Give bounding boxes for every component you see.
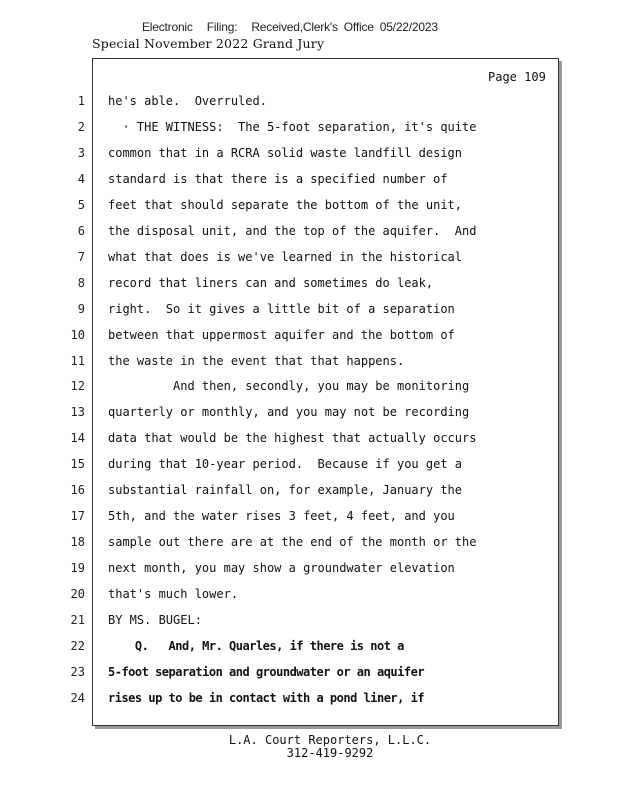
grand-jury-title: Special November 2022 Grand Jury xyxy=(92,36,325,51)
line-text: that's much lower. xyxy=(108,587,239,602)
line-text: next month, you may show a groundwater elevation xyxy=(108,561,455,576)
line-text: what that does is we've learned in the historical xyxy=(108,249,463,264)
filing-word-office: Office xyxy=(343,20,374,34)
filing-word-received: Received,Clerk's xyxy=(251,20,338,34)
transcript-line xyxy=(0,146,618,172)
line-text: 5th, and the water rises 3 feet, 4 feet, and you xyxy=(108,509,455,524)
line-number: 10 xyxy=(70,327,85,342)
line-text: feet that should separate the bottom of the unit, xyxy=(108,197,463,212)
page-number: Page 109 xyxy=(488,70,546,84)
line-number: 5 xyxy=(77,197,85,212)
line-number: 14 xyxy=(70,431,85,446)
line-number: 23 xyxy=(70,664,85,679)
line-number: 15 xyxy=(70,457,85,472)
reporter-phone: 312-419-9292 xyxy=(286,746,374,760)
transcript-line xyxy=(0,613,618,639)
line-text: substantial rainfall on, for example, January the xyxy=(108,483,463,498)
line-text: between that uppermost aquifer and the bottom of xyxy=(108,327,455,342)
line-number: 9 xyxy=(77,301,85,316)
transcript-line xyxy=(0,224,618,250)
line-number: 1 xyxy=(77,94,85,108)
line-text: the waste in the event that that happens. xyxy=(108,353,405,368)
transcript-line xyxy=(0,172,618,198)
transcript-line xyxy=(0,691,618,717)
line-number: 2 xyxy=(77,119,85,134)
transcript-line xyxy=(0,94,618,120)
reporter-footer xyxy=(0,734,618,760)
line-number: 8 xyxy=(77,275,85,290)
line-number: 21 xyxy=(70,613,85,627)
line-number: 24 xyxy=(70,690,85,705)
line-number: 17 xyxy=(70,509,85,524)
line-number: 20 xyxy=(70,587,85,602)
transcript-line xyxy=(0,483,618,509)
line-number: 4 xyxy=(77,171,85,186)
line-text: Q. And, Mr. Quarles, if there is not a xyxy=(108,638,404,653)
line-number: 13 xyxy=(70,405,85,420)
filing-date: 05/22/2023 xyxy=(379,20,438,34)
line-text: right. So it gives a little bit of a separation xyxy=(108,301,455,316)
line-text: he's able. Overruled. xyxy=(108,94,267,108)
transcript-line xyxy=(0,535,618,561)
line-text: 5-foot separation and groundwater or an aquifer xyxy=(108,664,425,679)
transcript-line xyxy=(0,561,618,587)
line-number: 7 xyxy=(77,249,85,264)
line-number: 3 xyxy=(77,145,85,160)
electronic-filing-stamp xyxy=(142,20,452,34)
line-text: during that 10-year period. Because if you get a xyxy=(108,457,463,472)
transcript-line xyxy=(0,639,618,665)
transcript-line xyxy=(0,509,618,535)
line-text: data that would be the highest that actually occurs xyxy=(108,431,477,446)
filing-word-electronic: Electronic xyxy=(142,20,193,34)
reporter-company: L.A. Court Reporters, L.L.C. xyxy=(228,733,432,747)
filing-word-filing: Filing: xyxy=(206,20,238,34)
transcript-line xyxy=(0,120,618,146)
transcript-line xyxy=(0,276,618,302)
line-text: common that in a RCRA solid waste landfill design xyxy=(108,145,463,160)
line-number: 12 xyxy=(70,379,85,394)
transcript-line xyxy=(0,379,618,405)
line-text: BY MS. BUGEL: xyxy=(108,613,202,627)
line-text: · THE WITNESS: The 5-foot separation, it's quite xyxy=(108,119,477,134)
line-text: rises up to be in contact with a pond liner, if xyxy=(108,690,425,705)
line-text: the disposal unit, and the top of the aquifer. And xyxy=(108,223,477,238)
transcript-line xyxy=(0,457,618,483)
line-text: standard is that there is a specified number of xyxy=(108,171,448,186)
line-number: 18 xyxy=(70,535,85,550)
transcript-line xyxy=(0,665,618,691)
line-text: record that liners can and sometimes do leak, xyxy=(108,275,434,290)
transcript-line xyxy=(0,354,618,380)
transcript-line xyxy=(0,198,618,224)
line-text: quarterly or monthly, and you may not be recording xyxy=(108,405,470,420)
transcript-line xyxy=(0,431,618,457)
line-number: 22 xyxy=(70,638,85,653)
transcript-line xyxy=(0,250,618,276)
line-text: And then, secondly, you may be monitoring xyxy=(108,379,470,394)
line-text: sample out there are at the end of the month or the xyxy=(108,535,477,550)
transcript-line xyxy=(0,405,618,431)
line-number: 11 xyxy=(70,353,85,368)
transcript-line xyxy=(0,328,618,354)
transcript-line xyxy=(0,587,618,613)
line-number: 16 xyxy=(70,483,85,498)
line-number: 6 xyxy=(77,223,85,238)
transcript-line xyxy=(0,302,618,328)
line-number: 19 xyxy=(70,561,85,576)
